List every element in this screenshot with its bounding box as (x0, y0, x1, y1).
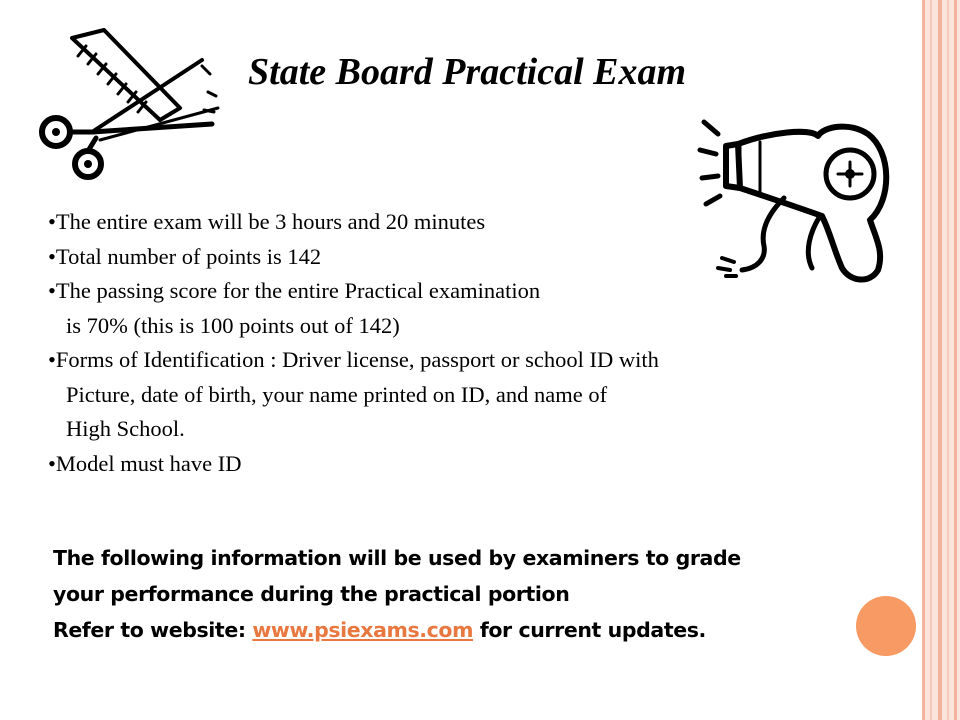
hair-dryer-icon (700, 112, 890, 292)
slide-title: State Board Practical Exam (248, 51, 687, 93)
bullet-item (48, 274, 659, 309)
border-stripe-5 (954, 0, 957, 720)
bullet-item (48, 205, 659, 240)
bullet-marker: • (48, 347, 56, 372)
bullet-text: The entire exam will be 3 hours and 20 minutes (55, 209, 486, 234)
bullet-marker: • (48, 450, 56, 476)
footer-line-2: your performance during the practical portion (53, 582, 570, 606)
border-stripe-2 (930, 0, 932, 720)
footer-suffix: for current updates. (473, 618, 706, 642)
bullet-list (48, 205, 659, 481)
bullet-item (48, 240, 659, 275)
bullet-text: The passing score for the entire Practical examination (55, 278, 541, 303)
border-stripe-1 (922, 0, 925, 720)
footer-note (53, 540, 741, 648)
bullet-marker: • (48, 278, 56, 303)
border-stripe-3 (938, 0, 942, 720)
orange-accent-circle (856, 596, 916, 656)
bullet-marker: • (48, 209, 56, 234)
bullet-item (48, 343, 659, 378)
scissors-and-comb-icon (30, 20, 220, 190)
bullet-continuation: is 70% (this is 100 points out of 142) (66, 312, 400, 338)
border-stripe-4 (947, 0, 949, 720)
bullet-text: Total number of points is 142 (55, 243, 322, 269)
bullet-text: Model must have ID (55, 450, 242, 476)
footer-line-1: The following information will be used by examiners to grade (53, 546, 741, 570)
bullet-text: Forms of Identification : Driver license, passport or school ID with (55, 347, 659, 372)
bullet-marker: • (48, 243, 56, 269)
psiexams-link[interactable]: www.psiexams.com (252, 618, 474, 642)
footer-line-3 (53, 612, 741, 648)
bullet-continuation: Picture, date of birth, your name printed on ID, and name of (66, 381, 608, 407)
footer-prefix: Refer to website: (53, 618, 253, 642)
bullet-item (48, 447, 659, 482)
bullet-continuation: High School. (66, 416, 185, 441)
